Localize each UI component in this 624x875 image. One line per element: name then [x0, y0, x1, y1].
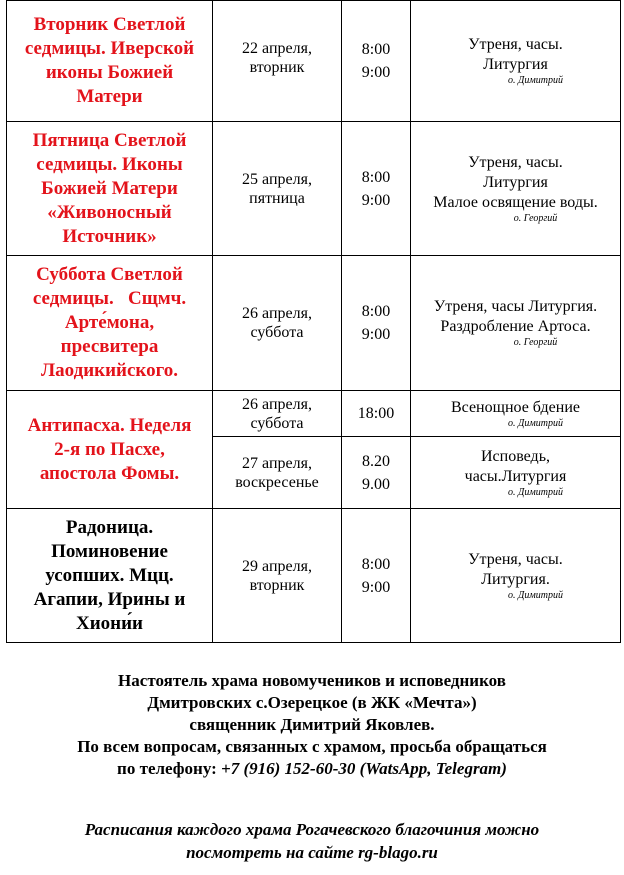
time-cell — [342, 122, 411, 256]
feast-line: седмицы. Сщмч. — [32, 288, 187, 309]
service-cell — [411, 256, 621, 391]
date-cell — [213, 437, 342, 509]
priest-name: о. Димитрий — [508, 417, 563, 429]
time-cell — [342, 509, 411, 643]
table-row — [7, 122, 621, 256]
service-line: Литургия — [483, 56, 548, 73]
date-line: 29 апреля, — [242, 557, 312, 575]
date-line: 27 апреля, — [242, 454, 312, 472]
time-value: 9:00 — [361, 326, 391, 343]
service-cell — [411, 509, 621, 643]
phone-line — [0, 758, 624, 780]
time-value: 8:00 — [361, 41, 391, 58]
feast-line: Суббота Светлой — [36, 264, 183, 285]
feast-cell — [7, 122, 213, 256]
service-line: Утреня, часы. — [468, 153, 563, 171]
feast-line: Арте́мона, — [64, 312, 155, 333]
date-line: 25 апреля, — [242, 170, 312, 188]
priest-name: о. Георгий — [513, 212, 558, 224]
service-line: Литургия. — [481, 570, 550, 588]
time-cell — [342, 256, 411, 391]
feast-cell — [7, 1, 213, 122]
rector-name: священник Димитрий Яковлев. — [189, 715, 435, 734]
rector-line: Дмитровских с.Озерецкое (в ЖК «Мечта») — [147, 693, 477, 712]
date-line: 26 апреля, — [242, 395, 312, 413]
feast-line: «Живоносный — [47, 201, 172, 223]
feast-line: Хиони́и — [75, 612, 143, 634]
table-row — [7, 391, 621, 437]
feast-cell — [7, 391, 213, 509]
feast-line: Божией Матери — [41, 177, 178, 199]
service-line: Малое освящение воды. — [433, 193, 598, 211]
feast-line: Агапии, Ирины и — [33, 588, 186, 610]
feast-line: 2-я по Пасхе, — [54, 438, 165, 460]
feast-line: Лаодикийского. — [40, 360, 179, 381]
table-row — [7, 256, 621, 391]
table-row — [7, 509, 621, 643]
date-cell — [213, 256, 342, 391]
service-line: Раздробление Артоса. — [440, 318, 591, 335]
feast-line: Источник» — [62, 225, 157, 247]
note-line: посмотреть на сайте rg-blago.ru — [186, 843, 438, 862]
feast-cell — [7, 256, 213, 391]
weekday-line: пятница — [249, 189, 305, 207]
time-cell — [342, 437, 411, 509]
service-cell — [411, 1, 621, 122]
time-value: 8.20 — [362, 452, 390, 470]
website-note — [0, 818, 624, 864]
feast-cell — [7, 509, 213, 643]
feast-line: Антипасха. Неделя — [27, 414, 192, 436]
feast-line: Матери — [76, 86, 143, 107]
date-cell — [213, 122, 342, 256]
service-line: Исповедь, — [480, 447, 550, 465]
service-line: часы.Литургия — [464, 467, 567, 485]
feast-line: апостола Фомы. — [39, 462, 180, 484]
time-value: 8:00 — [361, 168, 391, 186]
rector-contact-block — [0, 670, 624, 780]
date-line: 22 апреля, — [242, 40, 312, 57]
time-value: 8:00 — [361, 303, 391, 320]
schedule-table — [6, 0, 621, 643]
priest-name: о. Димитрий — [508, 75, 563, 86]
feast-line: Радоница. — [65, 516, 154, 538]
table-row — [7, 1, 621, 122]
date-line: 26 апреля, — [242, 305, 312, 322]
priest-name: о. Димитрий — [508, 589, 563, 601]
note-line: Расписания каждого храма Рогачевского благочиния можно — [84, 820, 540, 839]
weekday-line: суббота — [250, 324, 304, 341]
feast-line: Пятница Светлой — [32, 129, 187, 151]
feast-line: пресвитера — [60, 336, 159, 357]
date-cell — [213, 391, 342, 437]
phone-number[interactable]: +7 (916) 152-60-30 (WatsApp, Telegram) — [221, 759, 507, 778]
service-line: Литургия — [483, 173, 548, 191]
weekday-line: вторник — [249, 59, 305, 76]
service-cell — [411, 391, 621, 437]
priest-name: о. Димитрий — [508, 486, 563, 498]
time-value: 9.00 — [362, 475, 390, 493]
time-cell — [342, 391, 411, 437]
service-line: Утреня, часы. — [468, 550, 563, 568]
feast-line: усопших. Мцц. — [45, 564, 174, 586]
time-value: 8:00 — [361, 555, 391, 573]
priest-name: о. Георгий — [513, 337, 558, 348]
service-line: Всенощное бдение — [450, 398, 581, 416]
feast-line: иконы Божией — [45, 62, 174, 83]
time-value: 9:00 — [361, 191, 391, 209]
date-cell — [213, 509, 342, 643]
date-cell — [213, 1, 342, 122]
service-cell — [411, 437, 621, 509]
rector-line: Настоятель храма новомучеников и исповедников — [118, 671, 506, 690]
weekday-line: суббота — [250, 414, 304, 432]
service-line: Утреня, часы. — [468, 36, 563, 53]
service-cell — [411, 122, 621, 256]
weekday-line: воскресенье — [235, 473, 319, 491]
feast-line: седмицы. Иверской — [24, 38, 195, 59]
phone-prefix: по телефону: — [117, 759, 222, 778]
contact-line: По всем вопросам, связанных с храмом, просьба обращаться — [77, 737, 547, 756]
service-line: Утреня, часы Литургия. — [433, 298, 598, 315]
time-cell — [342, 1, 411, 122]
time-value: 18:00 — [357, 405, 395, 422]
feast-line: Вторник Светлой — [33, 14, 186, 35]
feast-line: Поминовение — [51, 540, 168, 562]
weekday-line: вторник — [249, 576, 305, 594]
time-value: 9:00 — [361, 578, 391, 596]
time-value: 9:00 — [361, 64, 391, 81]
feast-line: седмицы. Иконы — [36, 153, 183, 175]
